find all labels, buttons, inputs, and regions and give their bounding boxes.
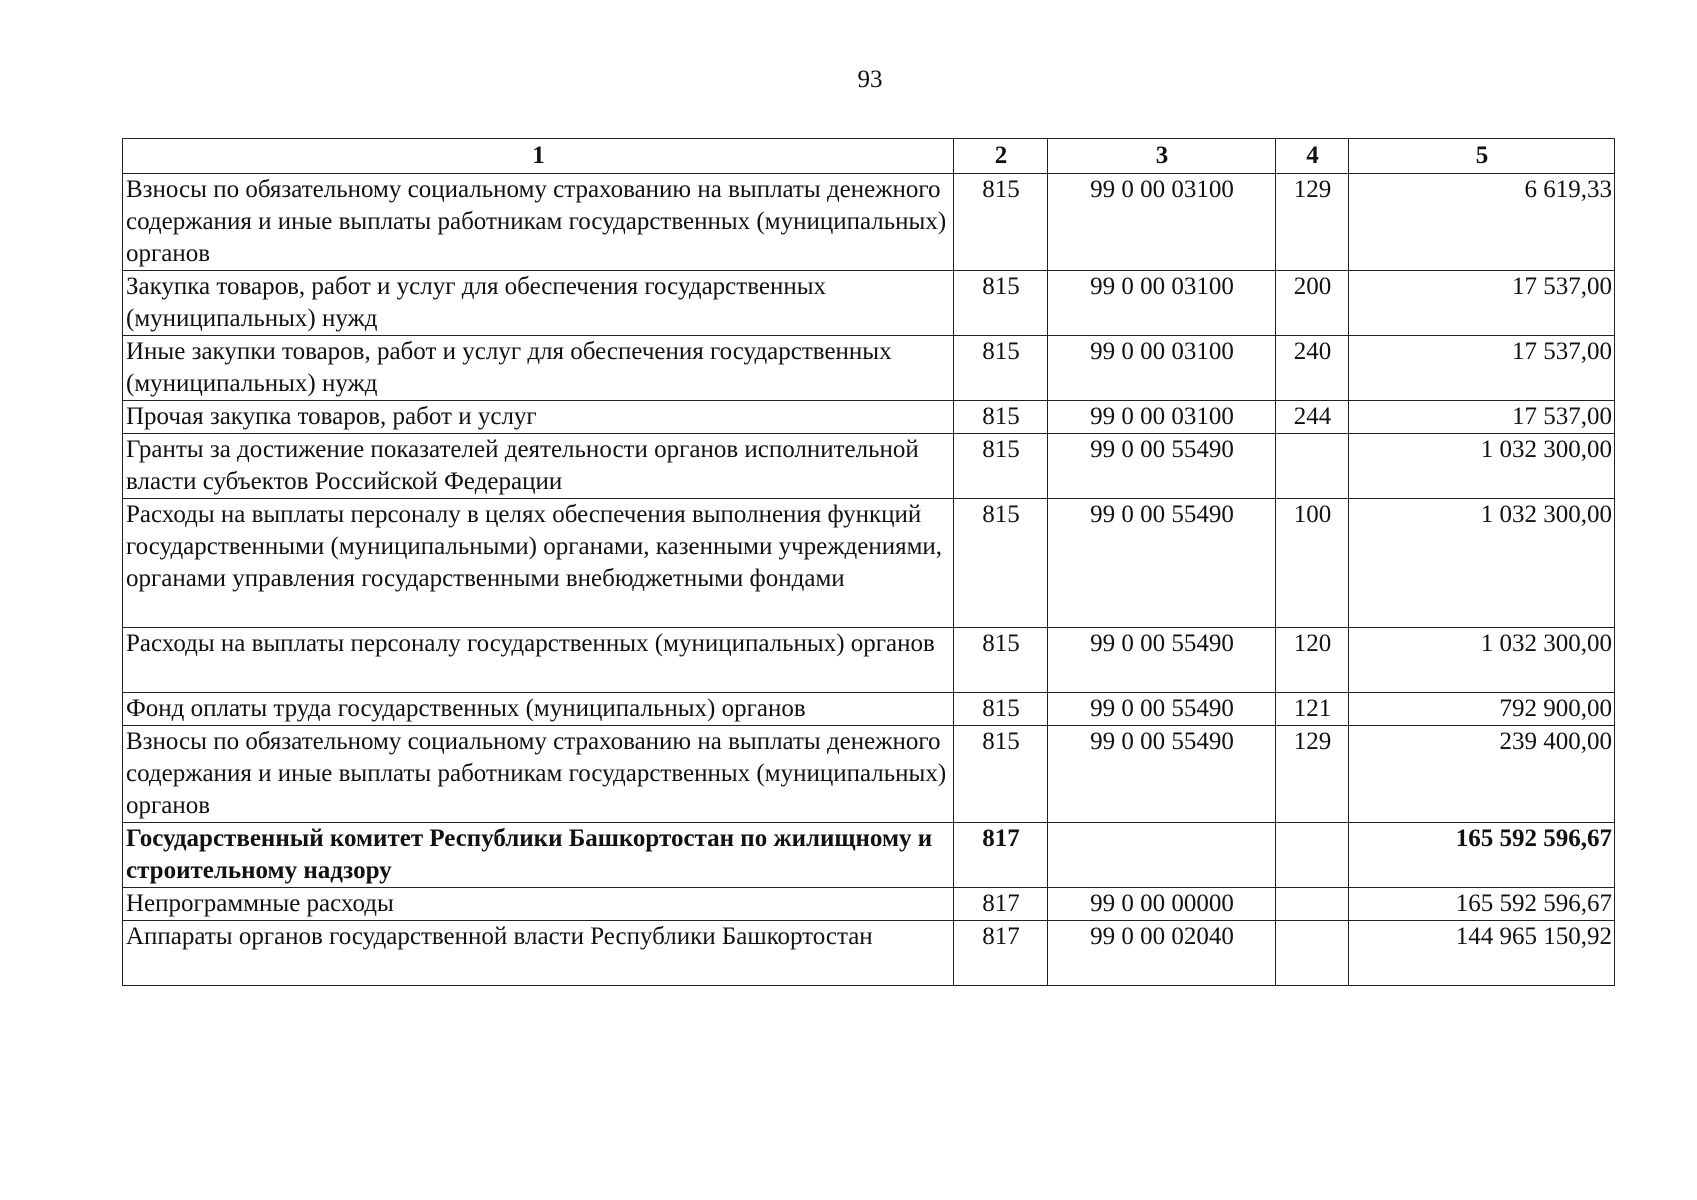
table-row xyxy=(123,726,1615,823)
table-row xyxy=(123,271,1615,336)
table-row xyxy=(123,401,1615,434)
budget-table xyxy=(122,138,1615,986)
row-target-code: 99 0 00 02040 xyxy=(1048,921,1276,986)
row-expense-type: 129 xyxy=(1276,726,1349,823)
row-name: Фонд оплаты труда государственных (муниципальных) органов xyxy=(123,693,954,726)
row-amount: 144 965 150,92 xyxy=(1349,921,1615,986)
row-expense-type xyxy=(1276,888,1349,921)
row-expense-type: 244 xyxy=(1276,401,1349,434)
row-amount: 17 537,00 xyxy=(1349,336,1615,401)
row-expense-type: 100 xyxy=(1276,499,1349,628)
row-ministry-code: 817 xyxy=(954,823,1048,888)
row-amount: 17 537,00 xyxy=(1349,401,1615,434)
table-header-row xyxy=(123,139,1615,174)
row-name: Расходы на выплаты персоналу в целях обеспечения выполнения функций государственными (муниципальными) органами, казенными учреждениями, органами управления государственными внебюджетными фондами xyxy=(123,499,954,628)
row-target-code: 99 0 00 00000 xyxy=(1048,888,1276,921)
row-amount: 1 032 300,00 xyxy=(1349,628,1615,693)
row-target-code: 99 0 00 03100 xyxy=(1048,271,1276,336)
column-header-1: 1 xyxy=(123,139,954,174)
row-expense-type xyxy=(1276,921,1349,986)
table-row xyxy=(123,499,1615,628)
row-expense-type: 121 xyxy=(1276,693,1349,726)
row-amount: 165 592 596,67 xyxy=(1349,823,1615,888)
row-name: Прочая закупка товаров, работ и услуг xyxy=(123,401,954,434)
row-amount: 239 400,00 xyxy=(1349,726,1615,823)
row-amount: 1 032 300,00 xyxy=(1349,499,1615,628)
table-row xyxy=(123,628,1615,693)
page-number: 93 xyxy=(857,66,883,93)
row-ministry-code: 817 xyxy=(954,888,1048,921)
row-target-code xyxy=(1048,823,1276,888)
column-header-4: 4 xyxy=(1276,139,1349,174)
table-row xyxy=(123,434,1615,499)
row-name: Взносы по обязательному социальному страхованию на выплаты денежного содержания и иные выплаты работникам государственных (муниципальных) органов xyxy=(123,726,954,823)
row-ministry-code: 815 xyxy=(954,271,1048,336)
row-ministry-code: 815 xyxy=(954,401,1048,434)
row-expense-type: 129 xyxy=(1276,174,1349,271)
row-ministry-code: 815 xyxy=(954,499,1048,628)
row-target-code: 99 0 00 03100 xyxy=(1048,336,1276,401)
table-row-section-total xyxy=(123,823,1615,888)
row-expense-type xyxy=(1276,823,1349,888)
row-target-code: 99 0 00 55490 xyxy=(1048,693,1276,726)
row-name: Иные закупки товаров, работ и услуг для обеспечения государственных (муниципальных) нужд xyxy=(123,336,954,401)
table-row xyxy=(123,174,1615,271)
row-target-code: 99 0 00 55490 xyxy=(1048,628,1276,693)
row-ministry-code: 815 xyxy=(954,434,1048,499)
row-name: Аппараты органов государственной власти Республики Башкортостан xyxy=(123,921,954,986)
row-ministry-code: 817 xyxy=(954,921,1048,986)
row-expense-type xyxy=(1276,434,1349,499)
row-target-code: 99 0 00 55490 xyxy=(1048,499,1276,628)
table-row xyxy=(123,921,1615,986)
row-name: Непрограммные расходы xyxy=(123,888,954,921)
row-name: Расходы на выплаты персоналу государственных (муниципальных) органов xyxy=(123,628,954,693)
row-name: Взносы по обязательному социальному страхованию на выплаты денежного содержания и иные выплаты работникам государственных (муниципальных) органов xyxy=(123,174,954,271)
table-row xyxy=(123,336,1615,401)
row-expense-type: 120 xyxy=(1276,628,1349,693)
column-header-5: 5 xyxy=(1349,139,1615,174)
row-name: Закупка товаров, работ и услуг для обеспечения государственных (муниципальных) нужд xyxy=(123,271,954,336)
row-target-code: 99 0 00 55490 xyxy=(1048,434,1276,499)
row-target-code: 99 0 00 55490 xyxy=(1048,726,1276,823)
row-ministry-code: 815 xyxy=(954,726,1048,823)
row-ministry-code: 815 xyxy=(954,174,1048,271)
row-expense-type: 240 xyxy=(1276,336,1349,401)
column-header-3: 3 xyxy=(1048,139,1276,174)
row-target-code: 99 0 00 03100 xyxy=(1048,174,1276,271)
column-header-2: 2 xyxy=(954,139,1048,174)
row-ministry-code: 815 xyxy=(954,693,1048,726)
row-expense-type: 200 xyxy=(1276,271,1349,336)
row-ministry-code: 815 xyxy=(954,336,1048,401)
row-name: Гранты за достижение показателей деятельности органов исполнительной власти субъектов Российской Федерации xyxy=(123,434,954,499)
row-name: Государственный комитет Республики Башкортостан по жилищному и строительному надзору xyxy=(123,823,954,888)
row-amount: 1 032 300,00 xyxy=(1349,434,1615,499)
row-amount: 165 592 596,67 xyxy=(1349,888,1615,921)
row-target-code: 99 0 00 03100 xyxy=(1048,401,1276,434)
row-ministry-code: 815 xyxy=(954,628,1048,693)
row-amount: 792 900,00 xyxy=(1349,693,1615,726)
row-amount: 6 619,33 xyxy=(1349,174,1615,271)
table-row xyxy=(123,888,1615,921)
row-amount: 17 537,00 xyxy=(1349,271,1615,336)
table-row xyxy=(123,693,1615,726)
